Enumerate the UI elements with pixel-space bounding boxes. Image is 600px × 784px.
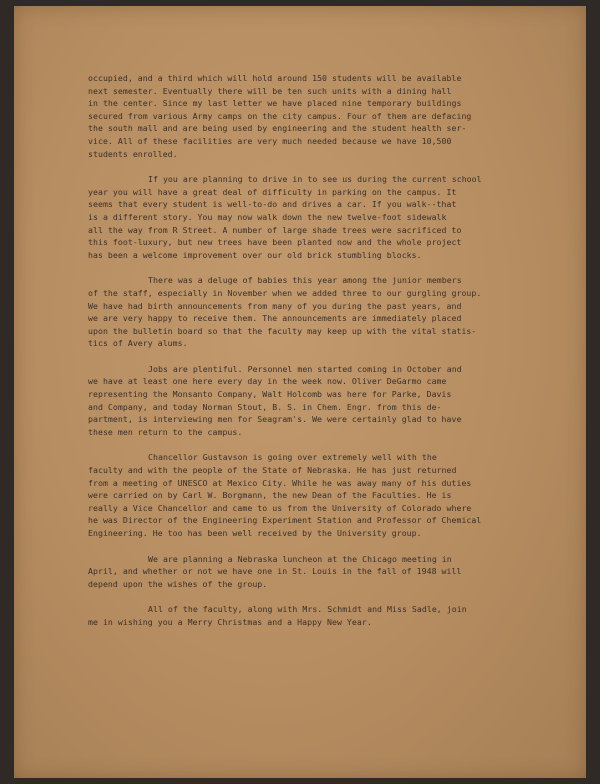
text-line: April, and whether or not we have one in St. Louis in the fall of 1948 will	[88, 566, 462, 577]
text-line: We are planning a Nebraska luncheon at the Chicago meeting in	[148, 553, 452, 564]
text-line: vice. All of these facilities are very much needed because we have 10,500	[88, 135, 452, 146]
text-line: Engineering. He too has been well received by the University group.	[88, 528, 422, 538]
text-line: We have had birth announcements from many of you during the past years, and	[88, 300, 462, 311]
text-line: If you are planning to drive in to see us during the current school	[148, 174, 482, 185]
text-line: faculty and with the people of the State of Nebraska. He has just returned	[88, 465, 457, 476]
text-line: we have at least one here every day in the week now. Oliver DeGarmo came	[88, 376, 447, 387]
text-line: representing the Monsanto Company, Walt Holcomb was here for Parke, Davis	[88, 389, 452, 400]
text-line: all the way from R Street. A number of large shade trees were sacrificed to	[88, 224, 462, 235]
letter-body	[88, 72, 542, 642]
text-line: were carried on by Carl W. Borgmann, the new Dean of the Faculties. He is	[88, 490, 452, 501]
text-line: really a Vice Chancellor and came to us from the University of Colorado where	[88, 502, 472, 513]
text-line: of the staff, especially in November when we added three to our gurgling group.	[88, 287, 482, 298]
text-line: in the center. Since my last letter we have placed nine temporary buildings	[88, 98, 462, 109]
text-line: from a meeting of UNESCO at Mexico City. While he was away many of his duties	[88, 477, 472, 488]
text-line: he was Director of the Engineering Experiment Station and Professor of Chemical	[88, 515, 482, 526]
text-line: partment, is interviewing men for Seagram's. We were certainly glad to have	[88, 414, 462, 425]
text-line: we are very happy to receive them. The announcements are immediately placed	[88, 313, 462, 324]
text-line: is a different story. You may now walk down the new twelve-foot sidewalk	[88, 211, 447, 222]
paper-sheet	[14, 6, 586, 778]
text-line: the south mall and are being used by engineering and the student health ser-	[88, 123, 467, 134]
text-line: this foot-luxury, but new trees have been planted now and the whole project	[88, 237, 462, 248]
text-line: upon the bulletin board so that the faculty may keep up with the vital statis-	[88, 325, 477, 336]
paragraph-jobs	[88, 363, 542, 439]
text-line: secured from various Army camps on the city campus. Four of them are defacing	[88, 110, 472, 121]
text-line: tics of Avery alums.	[88, 338, 188, 349]
paragraph-greetings	[88, 603, 542, 628]
text-line: students enrolled.	[88, 148, 178, 159]
text-line: Chancellor Gustavson is going over extremely well with the	[148, 452, 437, 463]
paragraph-housing	[88, 72, 542, 160]
paragraph-parking	[88, 173, 542, 261]
text-line: Jobs are plentiful. Personnel men started coming in October and	[148, 363, 462, 374]
text-line: depend upon the wishes of the group.	[88, 578, 268, 589]
text-line: occupied, and a third which will hold around 150 students will be available	[88, 73, 462, 83]
text-line: year you will have a great deal of difficulty in parking on the campus. It	[88, 186, 457, 197]
paragraph-chancellor	[88, 451, 542, 539]
paragraph-luncheon	[88, 553, 542, 591]
text-line: has been a welcome improvement over our old brick stumbling blocks.	[88, 249, 422, 260]
text-line: and Company, and today Norman Stout, B. S. in Chem. Engr. from this de-	[88, 401, 442, 412]
text-line: me in wishing you a Merry Christmas and a Happy New Year.	[88, 616, 372, 627]
text-line: There was a deluge of babies this year among the junior members	[148, 275, 462, 286]
text-line: seems that every student is well-to-do and drives a car. If you walk--that	[88, 199, 457, 210]
text-line: these men return to the campus.	[88, 426, 243, 437]
paragraph-babies	[88, 274, 542, 350]
text-line: next semester. Eventually there will be ten such units with a dining hall	[88, 85, 452, 96]
text-line: All of the faculty, along with Mrs. Schmidt and Miss Sadle, join	[148, 604, 467, 615]
